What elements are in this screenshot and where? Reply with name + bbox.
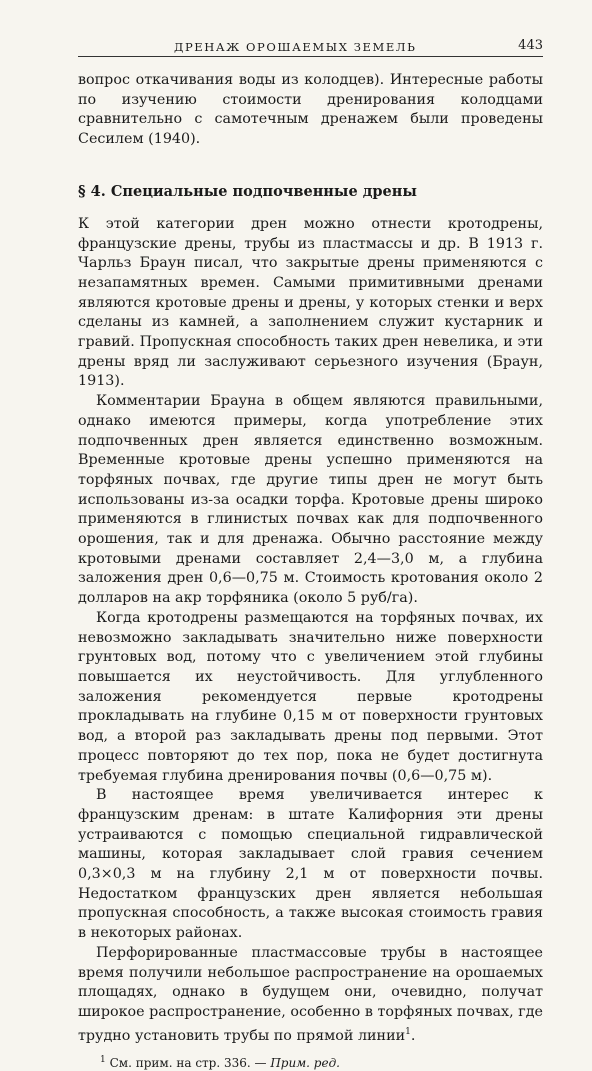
footnote-text: См. прим. на стр. 336. — [109, 1056, 271, 1071]
paragraph-continued: вопрос откачивания воды из колодцев). Интересные работы по изучению стоимости дренирования колодцами сравнительно с самотечным дренажем были проведены Сесилем (1940). [78, 72, 543, 148]
paragraph: К этой категории дрен можно отнести кротодрены, французские дрены, трубы из пластмассы и др. В 1913 г. Чарльз Браун писал, что закрытые дрены применяются с незапамятных времен. Самыми примитивными дренами являются кротовые дрены и дрены, у которых стенки и верх сделаны из камней, а заполнением служит кустарник и гравий. Пропускная способность таких дрен невелика, и эти дрены вряд ли заслуживают серьезного изучения (Браун, 1913). [78, 215, 543, 390]
paragraph: Когда кротодрены размещаются на торфяных почвах, их невозможно закладывать значительно ниже поверхности грунтовых вод, потому что с увеличением этой глубины повышается их неустойчивость. Для углубленного заложения рекомендуется первые кротодрены прокладывать на глубине 0,15 м от поверхности грунтовых вод, а второй раз закладывать дрены под первыми. Этот процесс повторяют до тех пор, пока не будет достигнута требуемая глубина дренирования почвы (0,6—0,75 м). [78, 609, 543, 784]
footnote-reference[interactable]: 1 [405, 1026, 411, 1037]
running-header [78, 34, 543, 56]
page-content [78, 34, 543, 1071]
paragraph-with-footnote: Перфорированные пластмассовые трубы в настоящее время получили небольшое распространение на орошаемых площадях, однако в будущем они, очевидно, получат широкое распространение, особенно в торфяных почвах, где трудно установить трубы по прямой линии$^1$. [78, 944, 543, 1044]
footnote [78, 1052, 543, 1071]
page-number: 443 [518, 38, 543, 53]
section-heading: § 4. Специальные подпочвенные дрены [78, 182, 417, 200]
paragraph: В настоящее время увеличивается интерес к французским дренам: в штате Калифорния эти дрены устраиваются с помощью специальной гидравлической машины, которая закладывает слой гравия сечением 0,3×0,3 м на глубину 2,1 м от поверхности почвы. Недостатком французских дрен является небольшая пропускная способность, а также высокая стоимость гравия в некоторых районах. [78, 787, 543, 942]
paragraph: Комментарии Брауна в общем являются правильными, однако имеются примеры, когда употребление этих подпочвенных дрен является единственно возможным. Временные кротовые дрены успешно применяются на торфяных почвах, где другие типы дрен не могут быть использованы из-за осадки торфа. Кротовые дрены широко применяются в глинистых почвах как для подпочвенного орошения, так и для дренажа. Обычно расстояние между кротовыми дренами составляет 2,4—3,0 м, а глубина заложения дрен 0,6—0,75 м. Стоимость кротования около 2 долларов на акр торфяника (около 5 руб/га). [78, 393, 543, 607]
paragraph-text: Перфорированные пластмассовые трубы в настоящее время получили небольшое распространение на орошаемых площадях, однако в будущем они, очевидно, получат широкое распространение, особенно в торфяных почвах, где трудно установить трубы по прямой линии [78, 944, 543, 1044]
footnote-mark: 1 [100, 1055, 106, 1066]
footnote-editor-note: Прим. ред. [270, 1056, 340, 1071]
header-rule [78, 56, 543, 57]
running-title: ДРЕНАЖ ОРОШАЕМЫХ ЗЕМЕЛЬ [174, 40, 417, 54]
